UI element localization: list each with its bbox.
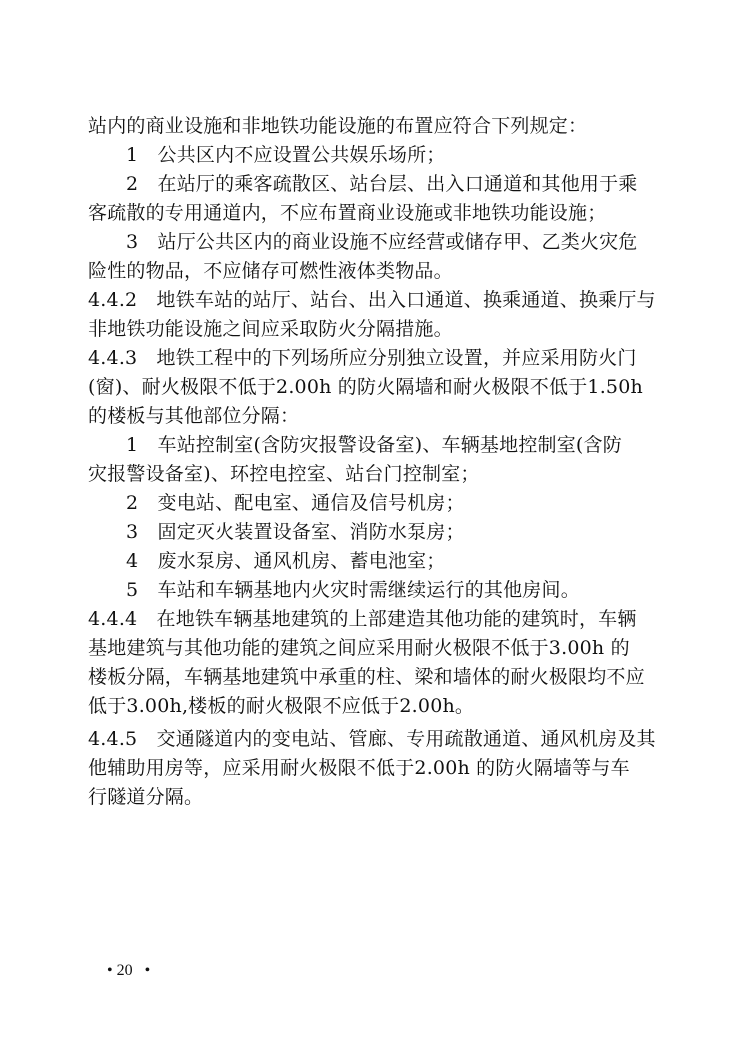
clause-4-4-2: 4.4.2 地铁车站的站厅、站台、出入口通道、换乘通道、换乘厅与: [88, 289, 656, 311]
intro-line: 站内的商业设施和非地铁功能设施的布置应符合下列规定：: [88, 115, 588, 137]
document-body: [88, 112, 656, 812]
page-number: • 20 •: [107, 962, 151, 979]
list-item: 3 固定灭火装置设备室、消防水泵房；: [126, 521, 465, 543]
clause-4-4-4-continuation: 楼板分隔，车辆基地建筑中承重的柱、梁和墙体的耐火极限均不应: [88, 666, 645, 688]
list-item-continuation: 灾报警设备室)、环控电控室、站台门控制室；: [88, 463, 480, 485]
clause-4-4-3-continuation: (窗)、耐火极限不低于2.00h 的防火隔墙和耐火极限不低于1.50h: [88, 376, 643, 398]
clause-4-4-4-continuation: 基地建筑与其他功能的建筑之间应采用耐火极限不低于3.00h 的: [88, 637, 630, 659]
list-item: 3 站厅公共区内的商业设施不应经营或储存甲、乙类火灾危: [126, 231, 638, 253]
list-item: 1 车站控制室(含防灾报警设备室)、车辆基地控制室(含防: [126, 434, 622, 456]
clause-4-4-4: 4.4.4 在地铁车辆基地建筑的上部建造其他功能的建筑时，车辆: [88, 608, 637, 630]
list-item: 2 在站厅的乘客疏散区、站台层、出入口通道和其他用于乘: [126, 173, 638, 195]
list-item: 4 废水泵房、通风机房、蓄电池室；: [126, 550, 446, 572]
clause-4-4-5-continuation: 他辅助用房等，应采用耐火极限不低于2.00h 的防火隔墙等与车: [88, 757, 630, 779]
clause-4-4-5: 4.4.5 交通隧道内的变电站、管廊、专用疏散通道、通风机房及其: [88, 728, 656, 750]
list-item: 1 公共区内不应设置公共娱乐场所；: [126, 144, 446, 166]
list-item-continuation: 客疏散的专用通道内，不应布置商业设施或非地铁功能设施；: [88, 202, 607, 224]
clause-4-4-2-continuation: 非地铁功能设施之间应采取防火分隔措施。: [88, 318, 453, 340]
list-item: 5 车站和车辆基地内火灾时需继续运行的其他房间。: [126, 579, 580, 601]
clause-4-4-3-continuation: 的楼板与其他部位分隔：: [88, 405, 300, 427]
list-item-continuation: 险性的物品，不应储存可燃性液体类物品。: [88, 260, 453, 282]
clause-4-4-3: 4.4.3 地铁工程中的下列场所应分别独立设置，并应采用防火门: [88, 347, 637, 369]
clause-4-4-5-continuation: 行隧道分隔。: [88, 786, 204, 808]
clause-4-4-4-continuation: 低于3.00h,楼板的耐火极限不应低于2.00h。: [88, 695, 475, 717]
list-item: 2 变电站、配电室、通信及信号机房；: [126, 492, 465, 514]
